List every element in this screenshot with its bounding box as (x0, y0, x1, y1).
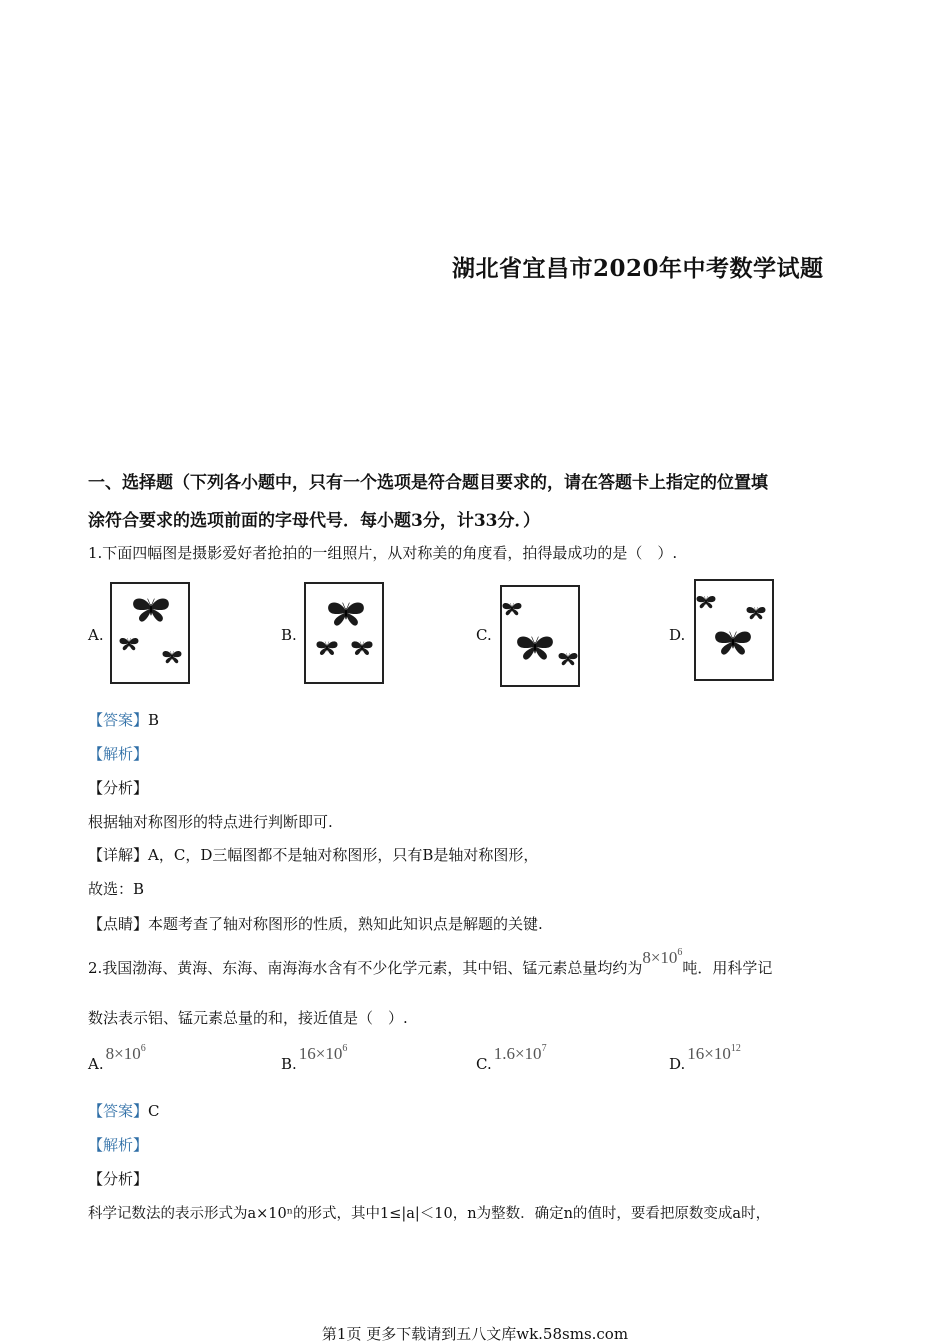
q1-answer-value: B (148, 711, 160, 729)
q1-analysis-label: 【解析】 (88, 745, 149, 763)
page-footer: 第1页 更多下载请到五八文库wk.58sms.com (321, 1325, 629, 1343)
q2-option-b-base: 16×10 (298, 1044, 343, 1063)
q1-stem: 1.下面四幅图是摄影爱好者抢拍的一组照片，从对称美的角度看，拍得最成功的是（ ）. (88, 544, 678, 562)
q2-stem-math-exp: 6 (677, 947, 683, 958)
q2-answer-label: 【答案】 (88, 1102, 149, 1120)
q1-comment-text: 本题考查了轴对称图形的性质，熟知此知识点是解题的关键. (148, 915, 543, 933)
q2-option-c-base: 1.6×10 (493, 1044, 542, 1063)
q1-fenxi: 根据轴对称图形的特点进行判断即可. (88, 813, 333, 831)
q1-fenxi-label: 【分析】 (88, 779, 149, 797)
q1-comment (88, 913, 543, 934)
q2-option-b-label: B. (281, 1055, 297, 1073)
q2-stem-line2: 数法表示铝、锰元素总量的和，接近值是（ ）. (88, 1009, 408, 1027)
q2-stem-math-base: 8×10 (642, 948, 678, 967)
q2-option-a-label: A. (88, 1055, 104, 1073)
q2-fenxi: 科学记数法的表示形式为a×10ⁿ的形式，其中1≤|a|＜10，n为整数．确定n的值时，要看把原数变成a时， (88, 1206, 771, 1222)
q2-analysis-label: 【解析】 (88, 1136, 149, 1154)
q1-option-d-image (694, 579, 774, 681)
q2-option-d-label: D. (669, 1055, 686, 1073)
q2-stem-line1 (88, 947, 773, 978)
q2-option-c-math (494, 1044, 547, 1063)
q2-option-b-math (299, 1044, 348, 1063)
q1-option-b-image (304, 582, 384, 684)
q2-option-a-base: 8×10 (105, 1044, 141, 1063)
q2-option-d-base: 16×10 (687, 1044, 731, 1063)
q2-stem-b: 吨．用科学记 (682, 959, 773, 977)
page-title: 湖北省宜昌市2020年中考数学试题 (452, 255, 824, 282)
q2-option-a (88, 1043, 146, 1074)
q2-answer-value: C (148, 1102, 160, 1120)
q2-option-b-exp: 6 (342, 1043, 348, 1054)
q1-option-c-image (500, 585, 580, 687)
q1-detail (88, 844, 538, 865)
q2-answer (88, 1100, 160, 1121)
section-heading-line1: 一、选择题（下列各小题中，只有一个选项是符合题目要求的，请在答题卡上指定的位置填 (88, 473, 768, 493)
q2-option-c-label: C. (476, 1055, 492, 1073)
q2-option-c (476, 1043, 547, 1074)
q2-fenxi-label: 【分析】 (88, 1170, 149, 1188)
q1-option-d-label: D. (669, 626, 686, 644)
q2-option-a-math (106, 1044, 146, 1063)
q2-option-c-exp: 7 (541, 1043, 547, 1054)
q2-option-d-math (687, 1044, 741, 1063)
q1-choose: 故选：B (88, 880, 145, 898)
q2-option-b (281, 1043, 348, 1074)
q1-detail-text: A，C，D三幅图都不是轴对称图形，只有B是轴对称图形， (148, 846, 539, 864)
section-heading-line2: 涂符合要求的选项前面的字母代号．每小题3分，计33分．） (88, 511, 540, 531)
q1-detail-label: 【详解】 (88, 846, 149, 864)
q1-option-a-image (110, 582, 190, 684)
q1-comment-label: 【点睛】 (88, 915, 149, 933)
q2-stem-math (642, 948, 682, 967)
q2-option-a-exp: 6 (140, 1043, 146, 1054)
q2-option-d (669, 1043, 741, 1074)
q1-option-b-label: B. (281, 626, 297, 644)
q1-option-a-label: A. (88, 626, 104, 644)
q2-option-d-exp: 12 (730, 1043, 741, 1054)
q1-option-c-label: C. (476, 626, 492, 644)
q1-answer-label: 【答案】 (88, 711, 149, 729)
q1-answer (88, 709, 159, 730)
q2-stem-a: 2.我国渤海、黄海、东海、南海海水含有不少化学元素，其中铝、锰元素总量均约为 (88, 959, 643, 977)
